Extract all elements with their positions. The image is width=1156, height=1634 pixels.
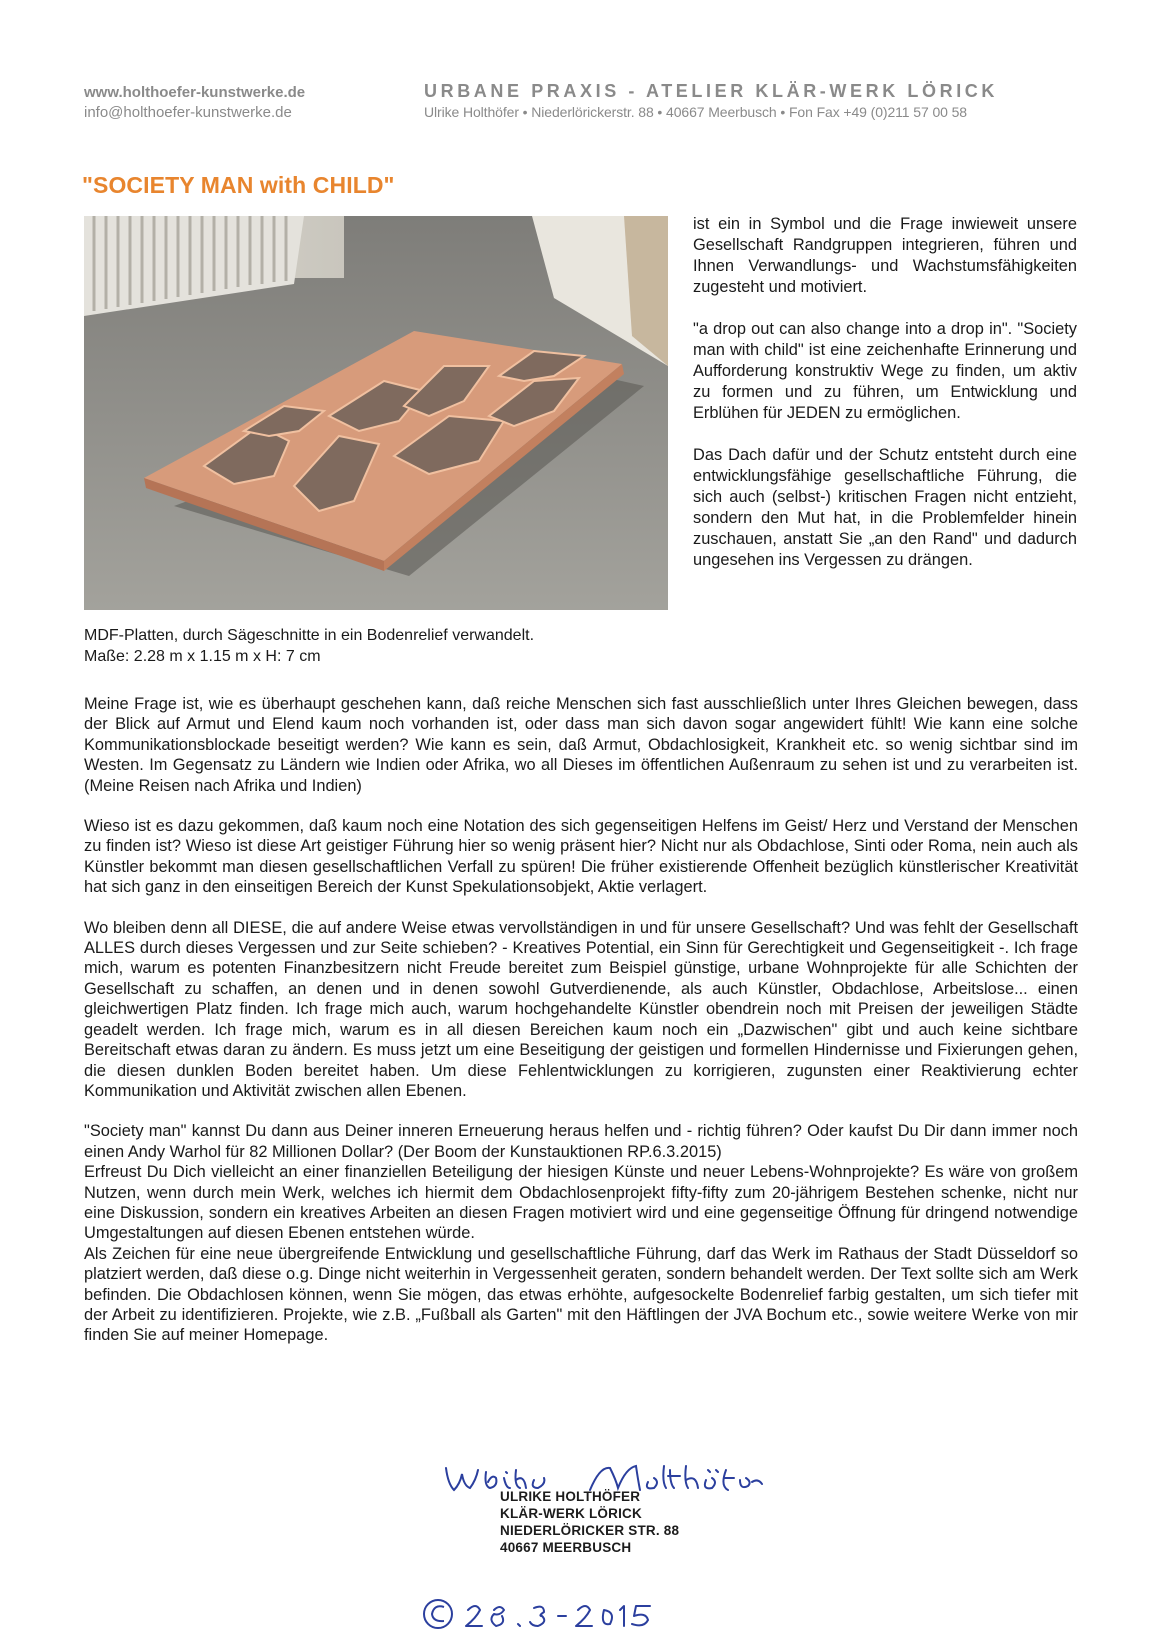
- side-paragraph: ist ein in Symbol und die Frage inwieweit unsere Gesellschaft Randgruppen integrieren, führen und Ihnen Verwandlungs- und Wachstumsfähigkeiten zugesteht und motiviert.: [693, 215, 1077, 296]
- artwork-photo: [84, 216, 668, 610]
- studio-address: Ulrike Holthöfer • Niederlörickerstr. 88 • 40667 Meerbusch • Fon Fax +49 (0)211 57 00 58: [424, 104, 967, 120]
- studio-title: URBANE PRAXIS - ATELIER KLÄR-WERK LÖRICK: [424, 81, 998, 101]
- side-column: [693, 214, 1077, 592]
- website-link[interactable]: www.holthoefer-kunstwerke.de: [84, 84, 306, 101]
- body-paragraph: Als Zeichen für eine neue übergreifende Entwicklung und gesellschaftliche Führung, darf das Werk im Rathaus der Stadt Düsseldorf so platziert werden, daß diese o.g. Dinge nicht weiterhin in Vergessenheit geraten, sondern behandelt werden. Der Text sollte sich am Werk befinden. Die Obdachlosen können, wenn Sie mögen, das etwas erhöhte, aufgesockelte Bodenrelief farbig gestalten, um sich tiefer mit der Arbeit zu identifizieren. Projekte, wie z.B. „Fußball als Garten" mit den Häftlingen der JVA Bochum etc., sowie weitere Werke von mir finden Sie auf meiner Homepage.: [84, 1244, 1078, 1345]
- address-stamp: [500, 1488, 700, 1556]
- header-contact: [84, 83, 305, 123]
- header-studio: [424, 80, 1079, 122]
- floor-relief-photo: [84, 216, 668, 610]
- stamp-city: 40667 MEERBUSCH: [500, 1540, 632, 1555]
- body-paragraph: "Society man" kannst Du dann aus Deiner inneren Erneuerung heraus helfen und - richtig führen? Oder kaufst Du Dir dann immer noch einen Andy Warhol für 82 Millionen Dollar? (Der Boom der Kunstauktionen RP.6.3.2015): [84, 1122, 1078, 1161]
- side-paragraph: "a drop out can also change into a drop in". "Society man with child" ist eine zeichenhafte Erinnerung und Aufforderung konstruktiv Wege zu finden, um aktiv zu formen und zu führen, um Entwicklung und Erblühen für JEDEN zu ermöglichen.: [693, 320, 1077, 422]
- body-paragraph: Wo bleiben denn all DIESE, die auf andere Weise etwas vervollständigen in und für unsere Gesellschaft? Und was fehlt der Gesellschaft ALLES durch dieses Vergessen und zur Seite schieben? - Kreatives Potential, ein Sinn für Gerechtigkeit und Gegenseitigkeit -. Ich frage mich, warum es potenten Finanzbesitzern nicht Freude bereitet zum Beispiel günstige, urbane Wohnprojekte für alle Schichten der Gesellschaft zu schaffen, an denen und in denen sowohl Gutverdienende, als auch Künstler, Obdachlose, Arbeitslose... einen gleichwertigen Platz finden. Ich frage mich auch, warum hochgehandelte Künstler obendrein noch mit Preisen der jeweiligen Städte geadelt werden. Ich frage mich, warum es in all diesen Bereichen kaum noch ein „Dazwischen" gibt und auch keine sichtbare Bereitschaft etwas daran zu ändern. Es muss jetzt um eine Beseitigung der geistigen und formellen Hindernisse und Fixierungen gehen, die diesen dunklen Boden bereitet haben. Um diese Fehlentwicklungen zu korrigieren, zugunsten einer Reaktivierung echter Kommunikation und Aktivität zwischen allen Ebenen.: [84, 918, 1078, 1100]
- artwork-caption: [84, 625, 664, 667]
- email-link[interactable]: info@holthoefer-kunstwerke.de: [84, 104, 292, 121]
- body-text: [84, 694, 1078, 1346]
- stamp-street: NIEDERLÖRICKER STR. 88: [500, 1523, 680, 1538]
- stamp-studio: KLÄR-WERK LÖRICK: [500, 1506, 642, 1521]
- body-paragraph: Wieso ist es dazu gekommen, daß kaum noch eine Notation des sich gegenseitigen Helfens im Geist/ Herz und Verstand der Menschen zu finden ist? Wieso ist diese Art geistiger Führung hier so wenig präsent hier? Nicht nur als Obdachlose, Sinti oder Roma, nein auch als Künstler bekommt man diesen gesellschaftlichen Verfall zu spüren! Die früher existierende Offenheit bezüglich künstlerischer Kreativität hat sich ganz in den einseitigen Bereich der Kunst Spekulationsobjekt, Aktie verlagert.: [84, 817, 1078, 897]
- stamp-name: ULRIKE HOLTHÖFER: [500, 1489, 641, 1504]
- handwritten-date: [420, 1594, 670, 1632]
- caption-material: MDF-Platten, durch Sägeschnitte in ein Bodenrelief verwandelt.: [84, 627, 535, 644]
- artwork-title: "SOCIETY MAN with CHILD": [82, 172, 395, 198]
- body-paragraph: Erfreust Du Dich vielleicht an einer finanziellen Beteiligung der hiesigen Künste und neuer Lebens-Wohnprojekte? Es wäre von großem Nutzen, wenn durch mein Werk, welches ich hiermit dem Obdachlosenprojekt fifty-fifty zum 20-jährigem Bestehen schenke, nicht nur eine Diskussion, sondern ein kreatives Arbeiten an diesen Fragen motiviert wird und eine gegenseitige Öffnung für dringend notwendige Umgestaltungen auf diesen Ebenen entstehen würde.: [84, 1163, 1078, 1243]
- caption-dimensions: Maße: 2.28 m x 1.15 m x H: 7 cm: [84, 648, 321, 665]
- side-paragraph: Das Dach dafür und der Schutz entsteht durch eine entwicklungsfähige gesellschaftliche Führung, die sich auch (selbst-) kritischen Fragen nicht entzieht, sondern den Mut hat, in die Problemfelder hinein zuschauen, anstatt Sie „an den Rand" und dadurch ungesehen ins Vergessen zu drängen.: [693, 446, 1077, 569]
- body-paragraph: Meine Frage ist, wie es überhaupt geschehen kann, daß reiche Menschen sich fast ausschließlich unter Ihres Gleichen bewegen, dass der Blick auf Armut und Elend kaum noch vorhanden ist, oder dass man sich davon sogar angewidert fühlt! Wie kann eine solche Kommunikationsblockade beseitigt werden? Wie kann es sein, daß Armut, Obdachlosigkeit, Krankheit etc. so wenig sichtbar sind im Westen. Im Gegensatz zu Ländern wie Indien oder Afrika, wo all Dieses im öffentlichen Außenraum zu sehen ist und zu verarbeiten ist. (Meine Reisen nach Afrika und Indien): [84, 695, 1078, 795]
